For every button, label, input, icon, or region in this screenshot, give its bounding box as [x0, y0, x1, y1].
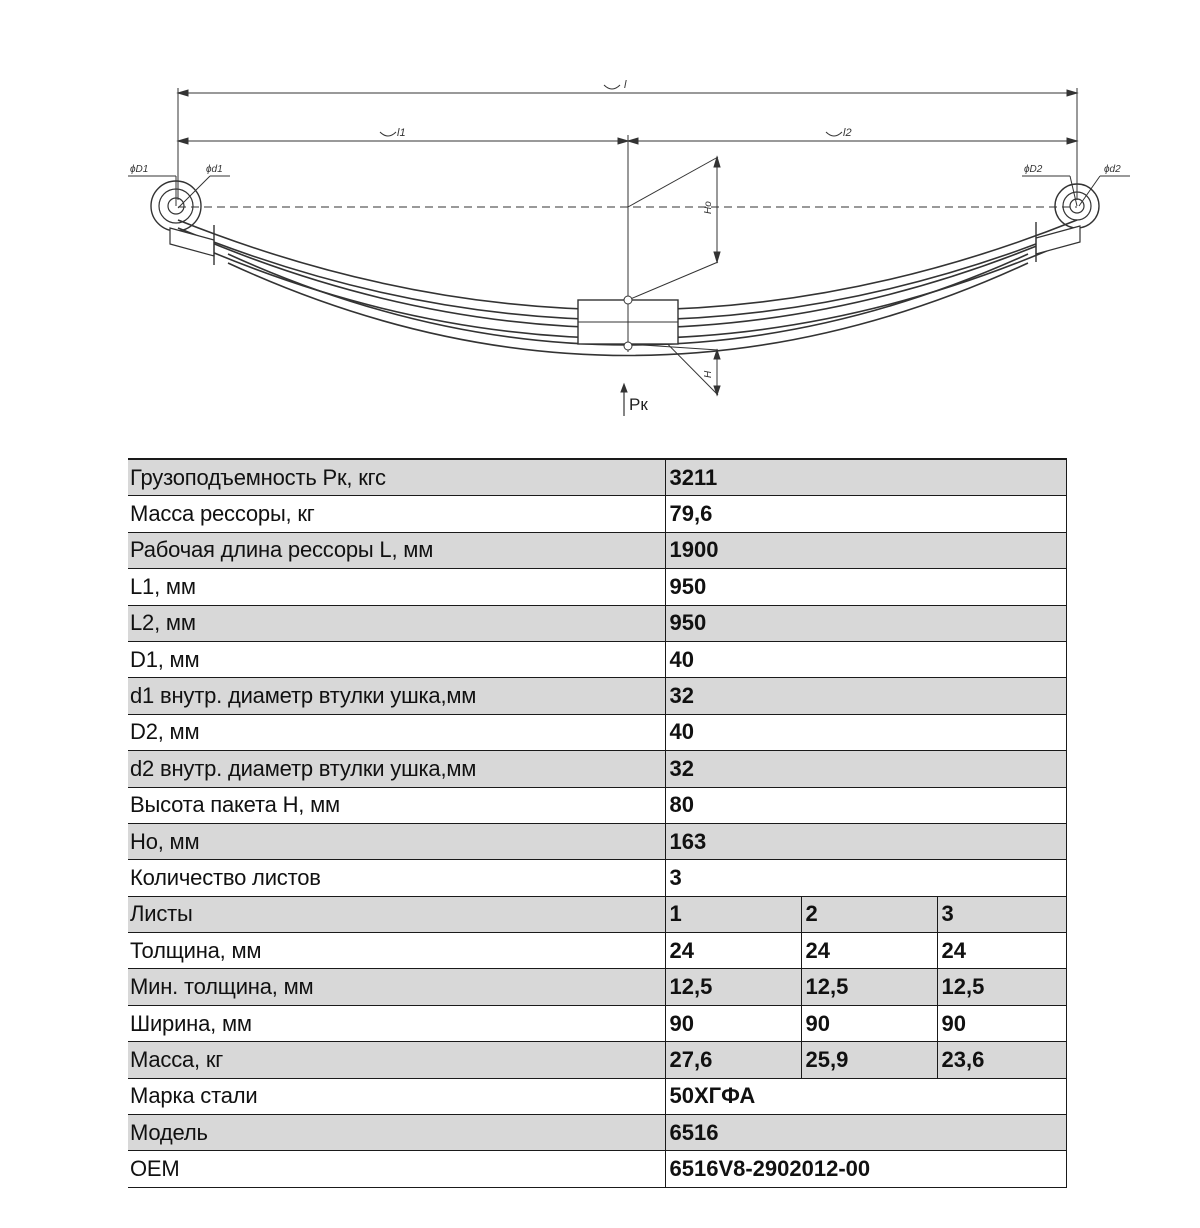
- table-row: [128, 787, 1066, 823]
- param-label: Масса, кг: [128, 1042, 665, 1078]
- param-label: Листы: [128, 896, 665, 932]
- table-row: [128, 860, 1066, 896]
- right-clip: [1036, 226, 1080, 254]
- param-label: Рабочая длина рессоры L, мм: [128, 532, 665, 568]
- param-value: 50ХГФА: [665, 1078, 1066, 1114]
- param-value: 950: [665, 605, 1066, 641]
- leaf-value: 90: [801, 1005, 937, 1041]
- param-label: Количество листов: [128, 860, 665, 896]
- table-row: [128, 1005, 1066, 1041]
- table-row: [128, 532, 1066, 568]
- param-value: 1900: [665, 532, 1066, 568]
- table-row: [128, 714, 1066, 750]
- spec-table: [128, 458, 1067, 1188]
- phi-d1-outer-label: ϕD1: [130, 164, 149, 175]
- ho-label: Ho: [703, 201, 714, 214]
- table-row: [128, 496, 1066, 532]
- phi-d2-inner-label: ϕd2: [1104, 164, 1121, 175]
- table-row: [128, 896, 1066, 932]
- param-label: Модель: [128, 1115, 665, 1151]
- param-label: d1 внутр. диаметр втулки ушка,мм: [128, 678, 665, 714]
- leaf-value: 3: [937, 896, 1066, 932]
- table-row: [128, 678, 1066, 714]
- leaf-value: 24: [801, 933, 937, 969]
- table-row: [128, 569, 1066, 605]
- table-row: [128, 969, 1066, 1005]
- leaf-value: 90: [937, 1005, 1066, 1041]
- param-label: D1, мм: [128, 641, 665, 677]
- arc-symbol-icon: [604, 85, 620, 89]
- param-value: 163: [665, 823, 1066, 859]
- dim-l1-label: l1: [397, 127, 406, 139]
- param-label: Но, мм: [128, 823, 665, 859]
- param-value: 32: [665, 678, 1066, 714]
- dimension-line: [628, 262, 718, 300]
- leaf-value: 1: [665, 896, 801, 932]
- table-row: [128, 641, 1066, 677]
- table-row: [128, 1042, 1066, 1078]
- phi-d1-inner-label: ϕd1: [206, 164, 223, 175]
- param-value: 40: [665, 714, 1066, 750]
- dim-l2-label: l2: [843, 127, 852, 139]
- param-label: D2, мм: [128, 714, 665, 750]
- leaf-spring-drawing: [0, 0, 1200, 440]
- dimension-line: [628, 157, 718, 207]
- leaf-value: 27,6: [665, 1042, 801, 1078]
- param-label: Толщина, мм: [128, 933, 665, 969]
- table-row: [128, 1151, 1066, 1187]
- param-value: 80: [665, 787, 1066, 823]
- param-value: 6516: [665, 1115, 1066, 1151]
- param-value: 6516V8-2902012-00: [665, 1151, 1066, 1187]
- leaf-value: 2: [801, 896, 937, 932]
- arc-symbol-icon: [380, 132, 396, 136]
- h-label: H: [703, 370, 714, 378]
- phi-d2-outer-label: ϕD2: [1024, 164, 1043, 175]
- param-value: 79,6: [665, 496, 1066, 532]
- leaf-value: 24: [937, 933, 1066, 969]
- param-value: 3211: [665, 459, 1066, 496]
- table-row: [128, 1078, 1066, 1114]
- param-label: Марка стали: [128, 1078, 665, 1114]
- dim-l-label: l: [624, 79, 627, 91]
- table-row: [128, 933, 1066, 969]
- param-value: 40: [665, 641, 1066, 677]
- param-label: OEM: [128, 1151, 665, 1187]
- param-label: Масса рессоры, кг: [128, 496, 665, 532]
- table-row: [128, 1115, 1066, 1151]
- table-row: [128, 751, 1066, 787]
- leaf-value: 12,5: [937, 969, 1066, 1005]
- param-value: 950: [665, 569, 1066, 605]
- load-label: Pк: [629, 395, 648, 414]
- leaf-value: 12,5: [801, 969, 937, 1005]
- leaf-value: 24: [665, 933, 801, 969]
- leaf-value: 23,6: [937, 1042, 1066, 1078]
- param-label: Высота пакета Н, мм: [128, 787, 665, 823]
- param-label: Мин. толщина, мм: [128, 969, 665, 1005]
- param-value: 3: [665, 860, 1066, 896]
- param-value: 32: [665, 751, 1066, 787]
- param-label: Грузоподъемность Рк, кгс: [128, 459, 665, 496]
- param-label: d2 внутр. диаметр втулки ушка,мм: [128, 751, 665, 787]
- leaf-value: 12,5: [665, 969, 801, 1005]
- leaf-value: 90: [665, 1005, 801, 1041]
- table-row: [128, 459, 1066, 496]
- param-label: Ширина, мм: [128, 1005, 665, 1041]
- leaf-value: 25,9: [801, 1042, 937, 1078]
- table-row: [128, 823, 1066, 859]
- table-row: [128, 605, 1066, 641]
- arc-symbol-icon: [826, 132, 842, 136]
- param-label: L2, мм: [128, 605, 665, 641]
- param-label: L1, мм: [128, 569, 665, 605]
